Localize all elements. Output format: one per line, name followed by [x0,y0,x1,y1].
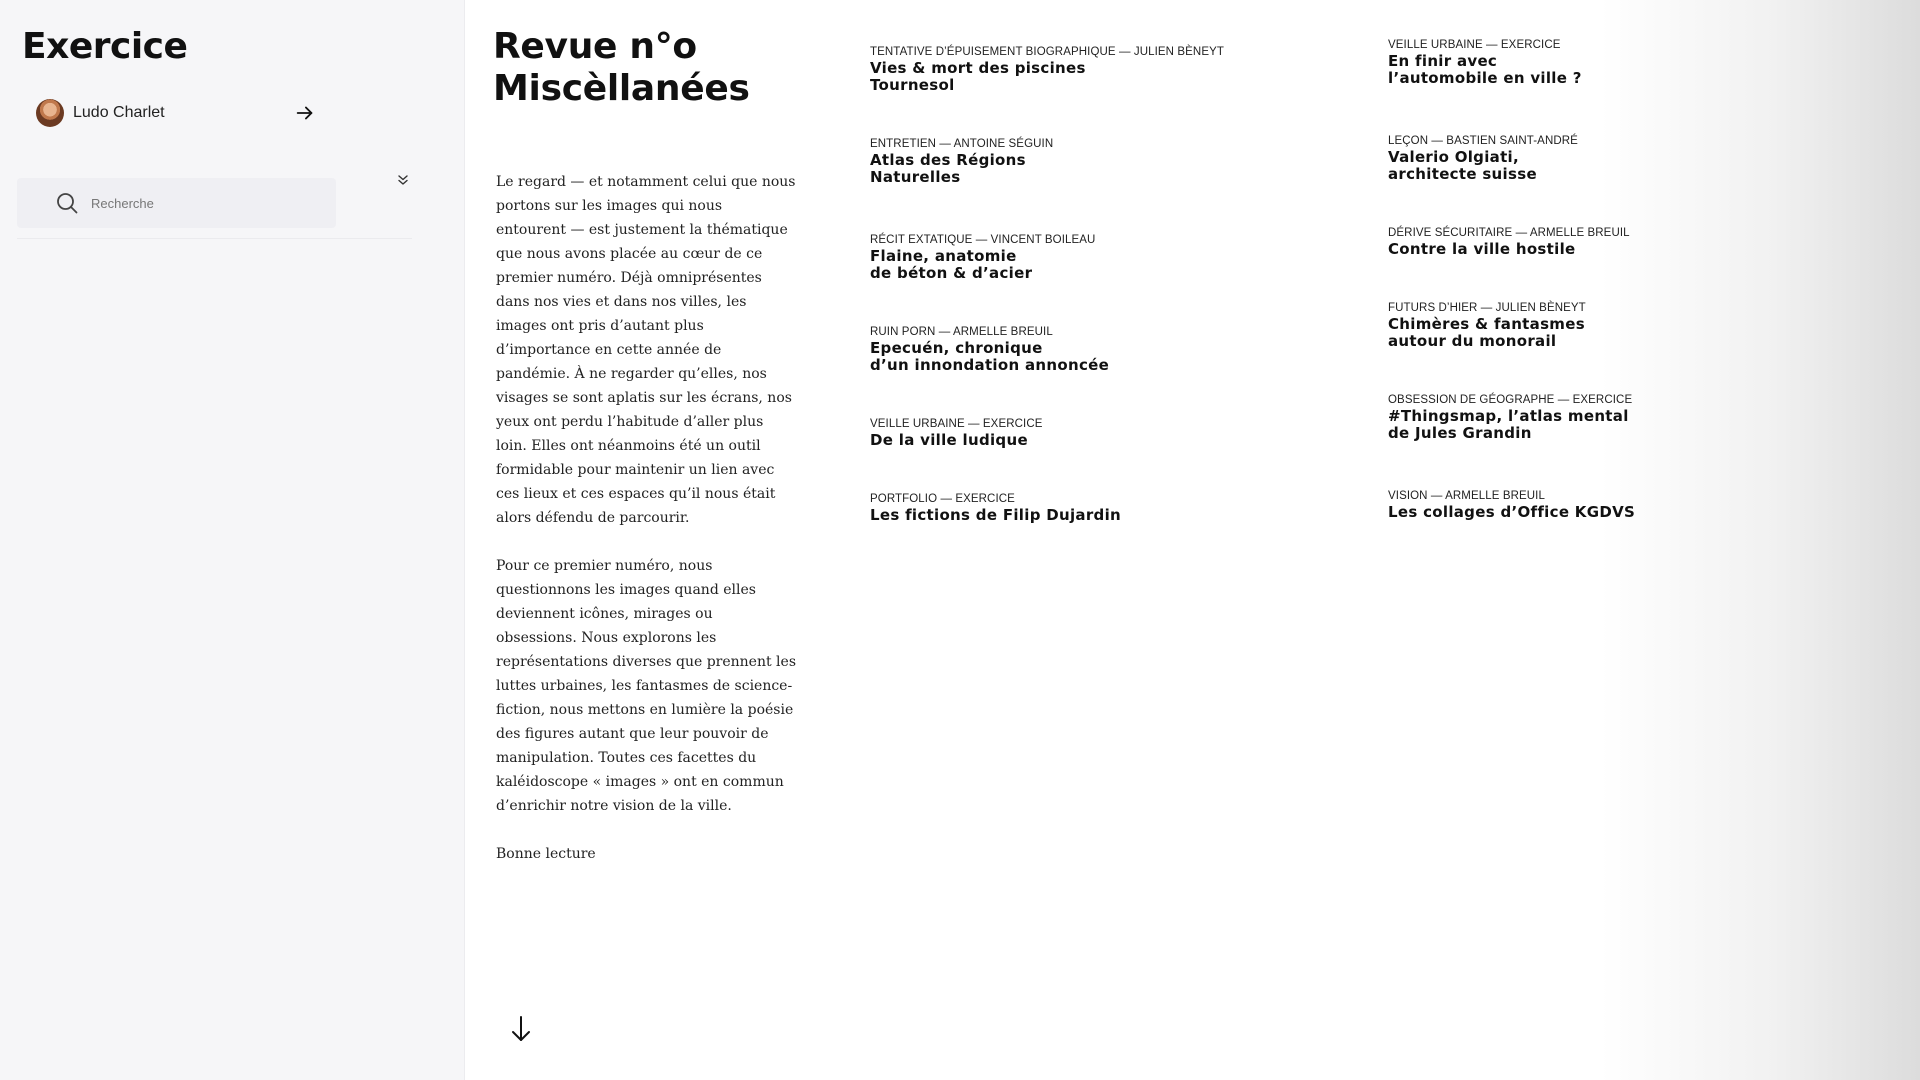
user-profile-row[interactable] [36,98,316,128]
article-title[interactable]: De la ville ludique [870,431,1028,449]
article-link[interactable] [1388,134,1868,183]
article-title[interactable]: Les collages d’Office KGDVS [1388,503,1636,521]
user-avatar[interactable] [36,99,64,127]
article-title[interactable]: En finir avec l’automobile en ville ? [1388,52,1582,87]
search-box[interactable] [17,178,336,228]
article-kicker: PORTFOLIO — EXERCICE [870,493,1015,505]
issue-title [493,26,823,110]
article-kicker: VEILLE URBAINE — EXERCICE [1388,39,1561,51]
article-title[interactable]: Flaine, anatomie de béton & d’acier [870,247,1033,282]
intro-signoff: Bonne lecture [496,846,596,862]
article-kicker: DÉRIVE SÉCURITAIRE — ARMELLE BREUIL [1388,227,1630,239]
article-link[interactable] [1388,489,1868,521]
article-link[interactable] [1388,393,1868,442]
article-kicker: TENTATIVE D’ÉPUISEMENT BIOGRAPHIQUE — JULIEN BÈNEYT [870,46,1224,58]
article-kicker: FUTURS D’HIER — JULIEN BÈNEYT [1388,302,1586,314]
article-kicker: LEÇON — BASTIEN SAINT-ANDRÉ [1388,135,1578,147]
article-kicker: VISION — ARMELLE BREUIL [1388,490,1545,502]
article-link[interactable] [870,325,1350,374]
arrow-down-icon[interactable] [508,1014,534,1044]
search-input[interactable] [89,195,309,212]
article-link[interactable] [870,137,1350,186]
article-title[interactable]: Chimères & fantasmes autour du monorail [1388,315,1585,350]
sidebar-divider [17,238,412,239]
double-chevron-down-icon[interactable] [396,173,410,187]
sidebar [0,0,465,1080]
article-kicker: OBSESSION DE GÉOGRAPHE — EXERCICE [1388,394,1633,406]
issue-intro [496,170,796,890]
arrow-right-icon[interactable] [294,102,316,124]
article-link[interactable] [1388,38,1868,87]
user-name[interactable]: Ludo Charlet [73,104,165,121]
article-link[interactable] [870,492,1350,524]
article-kicker: ENTRETIEN — ANTOINE SÉGUIN [870,138,1054,150]
article-title[interactable]: #Thingsmap, l’atlas mental de Jules Grandin [1388,407,1629,442]
article-title[interactable]: Contre la ville hostile [1388,240,1576,258]
article-kicker: RUIN PORN — ARMELLE BREUIL [870,326,1053,338]
article-link[interactable] [870,233,1350,282]
brand-title[interactable]: Exercice [22,26,188,67]
article-link[interactable] [870,417,1350,449]
article-title[interactable]: Epecuén, chronique d’un innondation annoncée [870,339,1110,374]
article-link[interactable] [870,45,1350,94]
article-title[interactable]: Atlas des Régions Naturelles [870,151,1026,186]
article-title[interactable]: Vies & mort des piscines Tournesol [870,59,1086,94]
article-kicker: VEILLE URBAINE — EXERCICE [870,418,1043,430]
intro-paragraph: Le regard — et notamment celui que nous portons sur les images qui nous entourent — est justement la thématique que nous avons placée au cœur de ce premier numéro. Déjà omniprésentes dans nos vies et dans nos villes, les images ont pris d’autant plus d’importance en cette année de pandémie. À ne regarder qu’elles, nos visages se sont aplatis sur les écrans, nos yeux ont perdu l’habitude d’aller plus loin. Elles ont néanmoins été un outil formidable pour maintenir un lien avec ces lieux et ces espaces qu’il nous était alors défendu de parcourir. [496,174,796,526]
article-title[interactable]: Les fictions de Filip Dujardin [870,506,1121,524]
search-icon [55,191,79,215]
article-title[interactable]: Valerio Olgiati, architecte suisse [1388,148,1537,183]
article-link[interactable] [1388,301,1868,350]
article-link[interactable] [1388,226,1868,258]
issue-title-text: Revue n°o Miscèllanées [493,26,750,109]
intro-paragraph: Pour ce premier numéro, nous questionnons les images quand elles deviennent icônes, mirages ou obsessions. Nous explorons les représentations diverses que prennent les luttes urbaines, les fantasmes de science-fiction, nous mettons en lumière la poésie des figures autant que leur pouvoir de manipulation. Toutes ces facettes du kaléidoscope « images » ont en commun d’enrichir notre vision de la ville. [496,558,797,814]
article-kicker: RÉCIT EXTATIQUE — VINCENT BOILEAU [870,234,1096,246]
